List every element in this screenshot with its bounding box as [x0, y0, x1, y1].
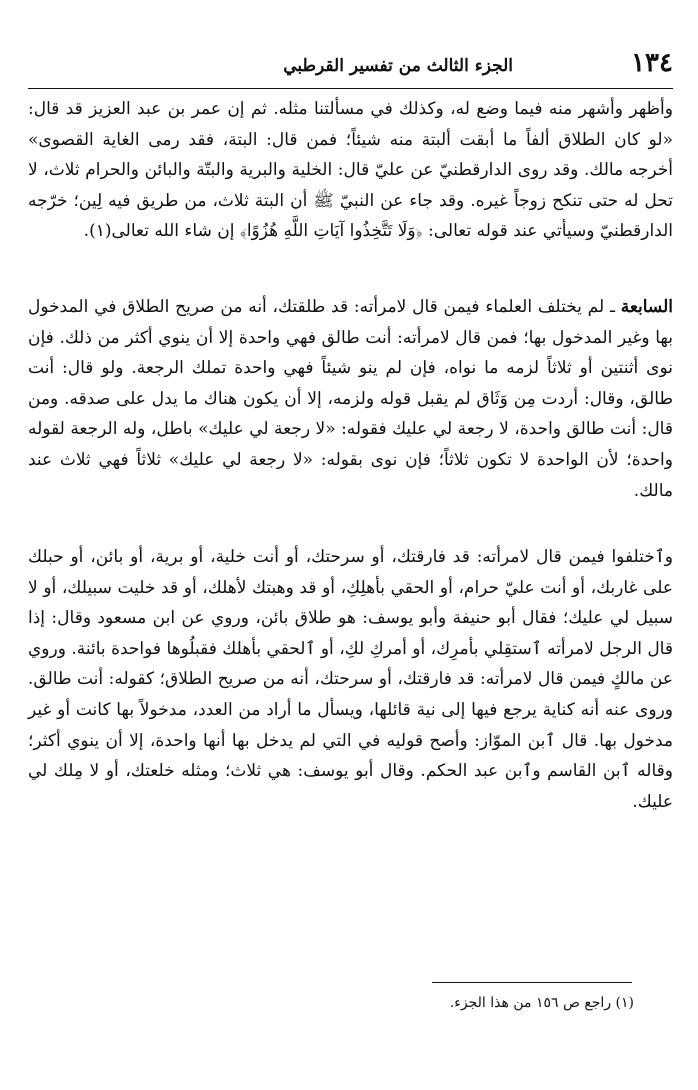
- footnote-rule: [432, 982, 632, 983]
- paragraph-2: [28, 292, 673, 542]
- page-body: [28, 94, 673, 817]
- paragraph-2-text: ـ لم يختلف العلماء فيمن قال لامرأته: قد طلقتك، أنه من صريح الطلاق في المدخول بها وغير المدخول بها؛ فمن قال لامرأته: أنت طالق فهي واحدة إلا أن ينوي أكثر من ذلك. فإن نوى أثنتين أو ثلاثاً لزمه ما نواه، فإن لم ينو شيئاً فهي واحدة تملك الرجعة. ولو قال: أنت طالق، وقال: أردت مِن وَثَاق لم يقبل قوله ولزمه، إلا أن يكون هناك ما يدل على صدقه. ومن قال: أنت طالق واحدة، لا رجعة لي عليك فقوله: «لا رجعة لي عليك» باطل، وله الرجعة لقوله واحدة؛ لأن الواحدة لا تكون ثلاثاً؛ فإن نوى بقوله: «لا رجعة لي عليك» ثلاثاً فهي ثلاث عند مالك.: [28, 297, 673, 501]
- page-number: ١٣٤: [631, 48, 673, 78]
- paragraph-1: وأظهر وأشهر منه فيما وضع له، وكذلك في مسألتنا مثله. ثم إن عمر بن عبد العزيز قد قال: «لو كان الطلاق ألفاً ما أبقت ألبتة منه شيئاً؛ فمن قال: البتة، فقد رمى الغاية القصوى» أخرجه مالك. وقد روى الدارقطنيّ عن عليّ قال: الخلية والبرية والبتّة والبائن والحرام ثلاث، لا تحل له حتى تنكح زوجاً غيره. وقد جاء عن النبيّ ﷺ أن البتة ثلاث، من طريق فيه لِين؛ خرّجه الدارقطنيّ وسيأتي عند قوله تعالى: ﴿وَلَا تَتَّخِذُوا آيَاتِ اللَّهِ هُزُوًا﴾ إن شاء الله تعالى(١).: [28, 99, 673, 242]
- paragraph-2-lead: السابعة: [620, 297, 673, 317]
- footnote: (١) راجع ص ١٥٦ من هذا الجزء.: [449, 995, 634, 1011]
- running-title: الجزء الثالث من تفسير القرطبي: [283, 56, 513, 76]
- header-rule: [28, 88, 673, 89]
- paragraph-3: وٱختلفوا فيمن قال لامرأته: قد فارقتك، أو سرحتك، أو أنت خلية، أو برية، أو بائن، أو حبلك على غاربك، أو أنت عليّ حرام، أو الحقي بأهلِكِ، أو قد وهبتك لأهلك، أو قد خليت سبيلك، أو لا سبيل لي عليك؛ فقال أبو حنيفة وأبو يوسف: هو طلاق بائن، وروي عن ابن مسعود وقال: إذا قال الرجل لامرأته ٱستقِلي بأمرِك، أو أمركِ لكِ، أو ٱلحقي بأهلك فقبلُوها فواحدة بائنة. وروي عن مالكٍ فيمن قال لامرأته: قد فارقتك، أو سرحتك، أنه من صريح الطلاق؛ كقوله: أنت طالق. وروى عنه أنه كناية يرجع فيها إلى نية قائلها، ويسأل ما أراد من العدد، مدخولاً بها كانت أو غير مدخول بها. قال ٱبن الموّاز: وأصح قوليه في التي لم يدخل بها أنها واحدة، إلا أن ينوي أكثر؛ وقاله ٱبن القاسم وٱبن عبد الحكم. وقال أبو يوسف: هي ثلاث؛ ومثله خلعتك، أو لا مِلك لي عليك.: [28, 547, 673, 812]
- page-header: [28, 44, 673, 84]
